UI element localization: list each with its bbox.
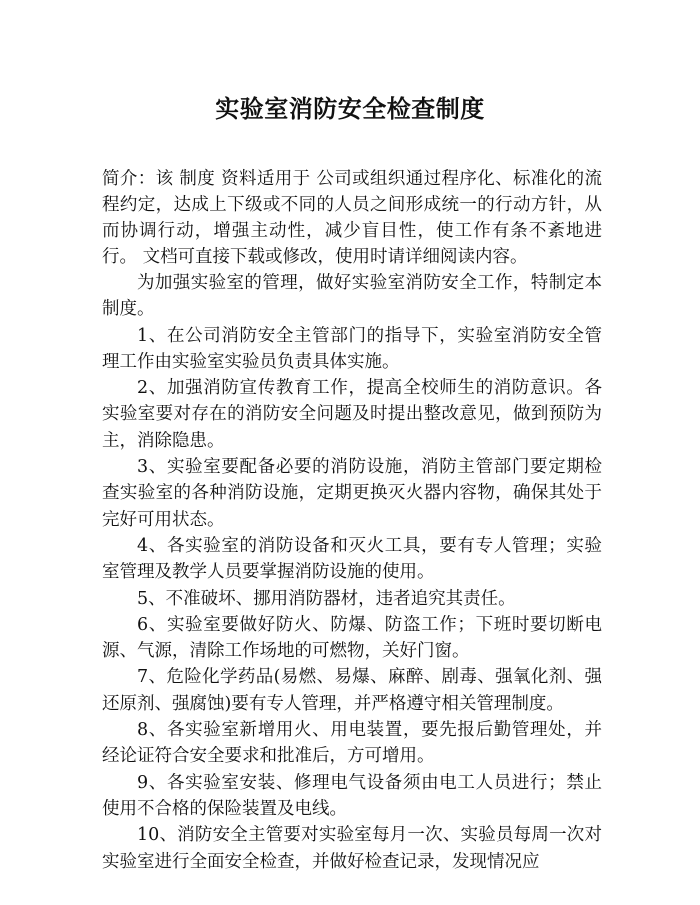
document-intro: 简介：该 制度 资料适用于 公司或组织通过程序化、标准化的流程约定，达成上下级或不同的人员之间形成统一的行动方针，从而协调行动，增强主动性，减少盲目性，使工作有条不紊地进行。 文档可直接下载或修改，使用时请详细阅读内容。: [102, 169, 602, 267]
document-title: 实验室消防安全检查制度: [215, 95, 485, 123]
paragraph: 4、各实验室的消防设备和灭火工具，要有专人管理；实验室管理及教学人员要掌握消防设施的使用。: [102, 535, 602, 583]
paragraph: 1、在公司消防安全主管部门的指导下，实验室消防安全管理工作由实验室实验员负责具体实施。: [102, 325, 602, 372]
paragraph: 3、实验室要配备必要的消防设施，消防主管部门要定期检查实验室的各种消防设施，定期更换灭火器内容物，确保其处于完好可用状态。: [102, 457, 602, 530]
paragraph: 8、各实验室新增用火、用电装置，要先报后勤管理处，并经论证符合安全要求和批准后，方可增用。: [102, 720, 602, 767]
paragraph: 2、加强消防宣传教育工作，提高全校师生的消防意识。各实验室要对存在的消防安全问题及时提出整改意见，做到预防为主，消除隐患。: [102, 378, 602, 451]
paragraph: 5、不准破坏、挪用消防器材，违者追究其责任。: [137, 588, 516, 609]
paragraph: 10、消防安全主管要对实验室每月一次、实验员每周一次对实验室进行全面安全检查，并做好检查记录，发现情况应: [102, 825, 602, 872]
paragraph: 6、实验室要做好防火、防爆、防盗工作；下班时要切断电源、气源，清除工作场地的可燃物，关好门窗。: [102, 614, 602, 662]
paragraph: 为加强实验室的管理，做好实验室消防安全工作，特制定本制度。: [102, 273, 602, 320]
paragraph: 9、各实验室安装、修理电气设备须由电工人员进行；禁止使用不合格的保险装置及电线。: [102, 772, 602, 819]
paragraph: 7、危险化学药品(易燃、易爆、麻醉、剧毒、强氧化剂、强还原剂、强腐蚀)要有专人管理，并严格遵守相关管理制度。: [102, 667, 602, 714]
document-body: [102, 270, 602, 875]
